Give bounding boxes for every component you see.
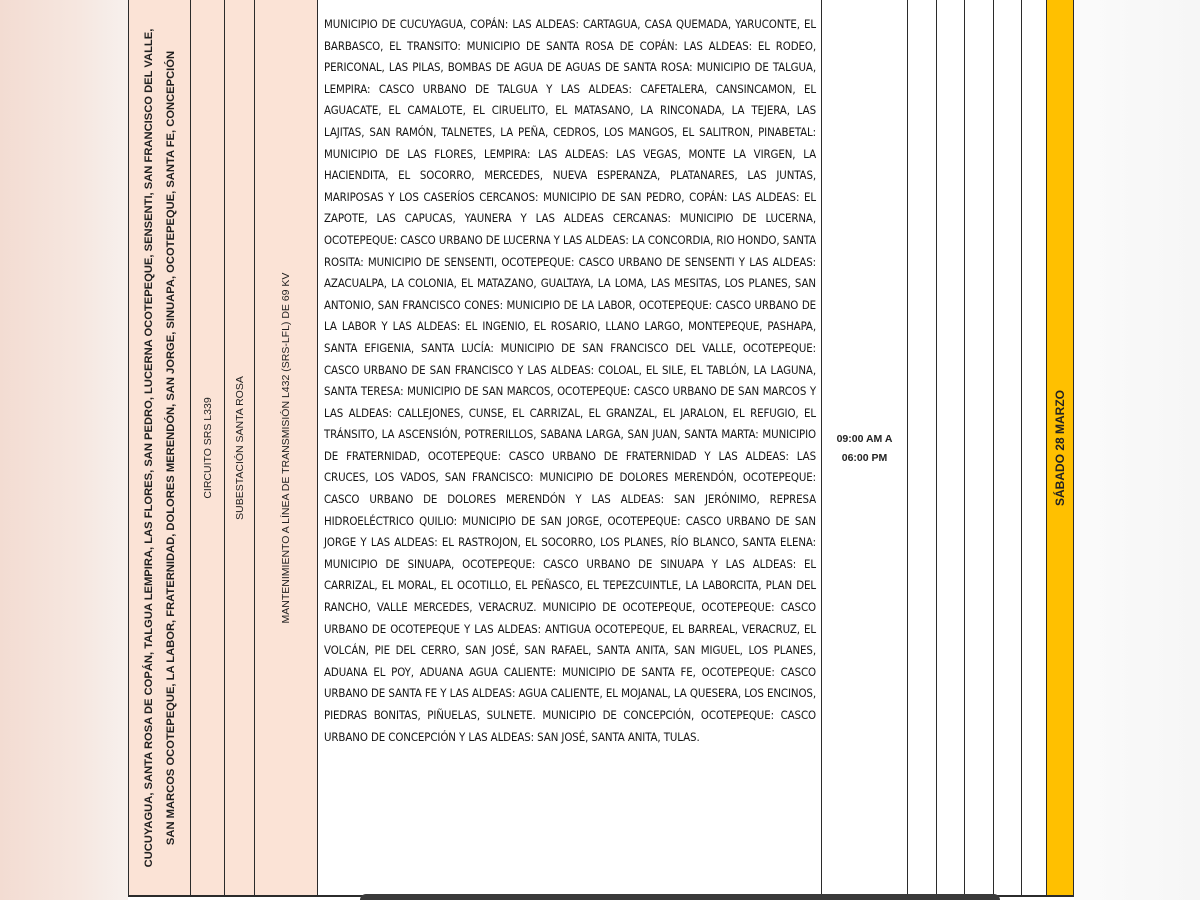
empty-cell [993,0,1021,895]
time-end: 06:00 PM [841,452,888,464]
empty-cell [907,0,936,895]
zones-text: CUCUYAGUA, SANTA ROSA DE COPÁN, TALGUA LEMPIRA, LAS FLORES, SAN PEDRO, LUCERNA OCOTEPEQUE, SENSENTI, SAN FRANCISCO DEL VALLE, SAN MARCOS OCOTEPEQUE, LA LABOR, FRATERNIDAD, DOLORES MERENDÓN, SAN JORGE, SINUAPA, OCOTEPEQUE, SANTA FE, CONCEPCIÓN [142,28,177,867]
zones-cell [128,0,190,895]
time-start: 09:00 AM A [836,433,893,445]
circuit-cell [190,0,224,895]
empty-cell [1021,0,1046,895]
description-cell [317,0,821,895]
empty-cell [936,0,964,895]
empty-cell [964,0,993,895]
bottom-overlay-bar [360,894,1000,900]
circuit-text: CIRCUITO SRS L339 [201,396,214,499]
affected-areas-text: MUNICIPIO DE CUCUYAGUA, COPÁN: LAS ALDEAS: CARTAGUA, CASA QUEMADA, YARUCONTE, EL BARBASCO, EL TRANSITO: MUNICIPIO DE SANTA ROSA DE COPÁN: LAS ALDEAS: EL RODEO, PERICONAL, LAS PILAS, BOMBAS DE AGUA DE AGUAS DE SANTA ROSA: MUNICIPIO DE TALGUA, LEMPIRA: CASCO URBANO DE TALGUA Y LAS ALDEAS: CAFETALERA, CANSINCAMON, EL AGUACATE, EL CAMALOTE, EL CIRUELITO, EL MATASANO, LA RINCONADA, LA TEJERA, LAS LAJITAS, SAN RAMÓN, TALNETES, LA PEÑA, CEDROS, LOS MANGOS, EL SALITRON, PINABETAL: MUNICIPIO DE LAS FLORES, LEMPIRA: LAS ALDEAS: LAS VEGAS, MONTE LA VIRGEN, LA HACIENDITA, EL SOCORRO, MERCEDES, NUEVA ESPERANZA, PLATANARES, LAS JUNTAS, MARIPOSAS Y LOS CASERÍOS CERCANOS: MUNICIPIO DE SAN PEDRO, COPÁN: LAS ALDEAS: EL ZAPOTE, LAS CAPUCAS, YAUNERA Y LAS ALDEAS CERCANAS: MUNICIPIO DE LUCERNA, OCOTEPEQUE: CASCO URBANO DE LUCERNA Y LAS ALDEAS: LA CONCORDIA, RIO HONDO, SANTA ROSITA: MUNICIPIO DE SENSENTI, OCOTEPEQUE: CASCO URBANO DE SENSENTI Y LAS ALDEAS: AZACUALPA, LA COLONIA, EL MATAZANO, GUALTAYA, LA LOMA, LAS MESITAS, LOS PLANES, SAN ANTONIO, SAN FRANCISCO CONES: MUNICIPIO DE LA LABOR, OCOTEPEQUE: CASCO URBANO DE LA LABOR Y LAS ALDEAS: EL INGENIO, EL ROSARIO, LLANO LARGO, MONTEPEQUE, PASHAPA, SANTA EFIGENIA, SANTA LUCÍA: MUNICIPIO DE SAN FRANCISCO DEL VALLE, OCOTEPEQUE: CASCO URBANO DE SAN FRANCISCO Y LAS ALDEAS: COLOAL, EL SILE, EL TABLÓN, LA LAGUNA, SANTA TERESA: MUNICIPIO DE SAN MARCOS, OCOTEPEQUE: CASCO URBANO DE SAN MARCOS Y LAS ALDEAS: CALLEJONES, CUNSE, EL CARRIZAL, EL GRANZAL, EL JARALON, EL REFUGIO, EL TRÁNSITO, LA ASCENSIÓN, POTRERILLOS, SABANA LARGA, SAN JUAN, SANTA MARTA: MUNICIPIO DE FRATERNIDAD, OCOTEPEQUE: CASCO URBANO DE FRATERNIDAD Y LAS ALDEAS: LAS CRUCES, LOS VADOS, SAN FRANCISCO: MUNICIPIO DE DOLORES MERENDÓN, OCOTEPEQUE: CASCO URBANO DE DOLORES MERENDÓN Y LAS ALDEAS: SAN JERÓNIMO, REPRESA HIDROELÉCTRICO QUILIO: MUNICIPIO DE SAN JORGE, OCOTEPEQUE: CASCO URBANO DE SAN JORGE Y LAS ALDEAS: EL RASTROJON, EL SOCORRO, LOS PLANES, RÍO BLANCO, SANTA ELENA: MUNICIPIO DE SINUAPA, OCOTEPEQUE: CASCO URBANO DE SINUAPA Y LAS ALDEAS: EL CARRIZAL, EL MORAL, EL OCOTILLO, EL PEÑASCO, EL TEPEZCUINTLE, LA LABORCITA, PLAN DEL RANCHO, VALLE MERCEDES, VERACRUZ. MUNICIPIO DE OCOTEPEQUE, OCOTEPEQUE: CASCO URBANO DE OCOTEPEQUE Y LAS ALDEAS: ANTIGUA OCOTEPEQUE, EL BARREAL, VERACRUZ, EL VOLCÁN, PIE DEL CERRO, SAN JOSÉ, SAN RAFAEL, SANTA ANITA, SAN MIGUEL, LOS PLANES, ADUANA EL POY, ADUANA AGUA CALIENTE: MUNICIPIO DE SANTA FE, OCOTEPEQUE: CASCO URBANO DE SANTA FE Y LAS ALDEAS: AGUA CALIENTE, EL MOJANAL, LA QUESERA, LOS ENCINOS, PIEDRAS BONITAS, PIÑUELAS, SULNETE. MUNICIPIO DE CONCEPCIÓN, OCOTEPEQUE: CASCO URBANO DE CONCEPCIÓN Y LAS ALDEAS: SAN JOSÉ, SANTA ANITA, TULAS. [324,17,816,744]
work-text: MANTENIMIENTO A LÍNEA DE TRANSMISIÓN L432 (SRS-LFL) DE 69 KV [280,272,292,623]
substation-text: SUBESTACIÓN SANTA ROSA [233,375,246,520]
date-text: SÁBADO 28 MARZO [1053,389,1067,506]
time-cell [821,0,907,895]
date-cell [1046,0,1074,895]
schedule-table [128,0,1074,900]
work-cell [254,0,317,895]
time-text [822,430,907,468]
substation-cell [224,0,254,895]
